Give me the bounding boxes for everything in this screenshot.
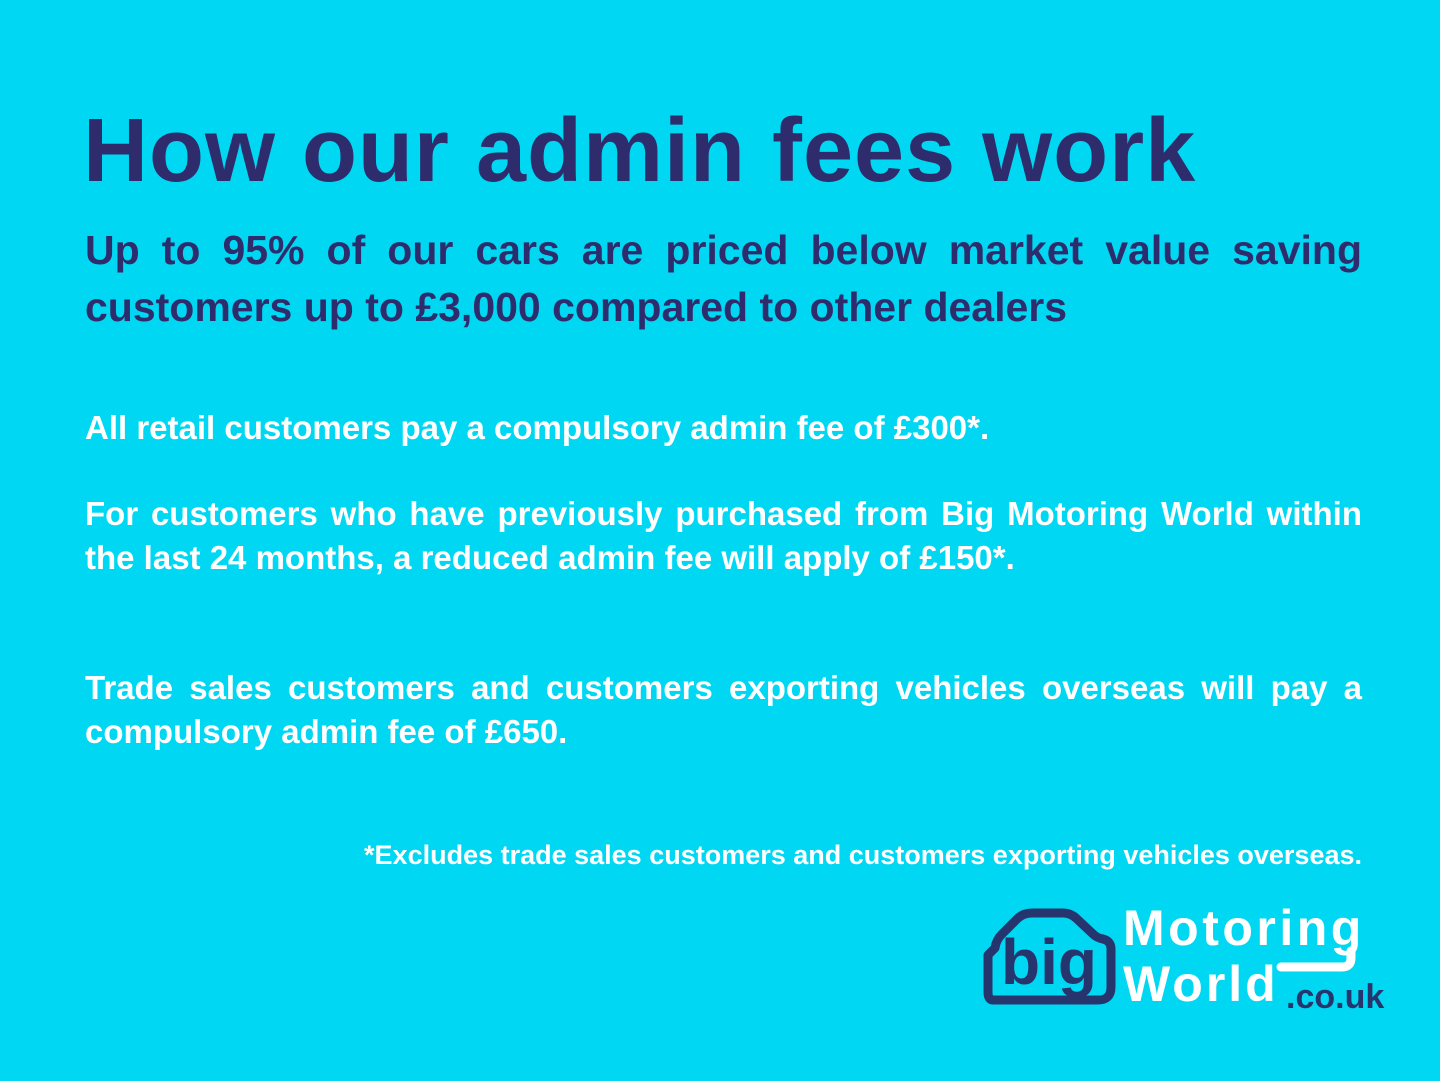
big-motoring-world-logo-svg bbox=[983, 893, 1403, 1018]
page-title: How our admin fees work bbox=[83, 101, 1197, 201]
logo-couk-label: .co.uk bbox=[1286, 978, 1385, 1016]
big-motoring-world-logo bbox=[983, 893, 1403, 1018]
logo-motoring-label: Motoring bbox=[1123, 900, 1365, 956]
logo-big-label: big bbox=[1001, 926, 1097, 998]
subheading-market-value: Up to 95% of our cars are priced below market value saving customers up to £3,000 compared to other dealers bbox=[85, 227, 1362, 330]
logo-world-label: World bbox=[1123, 956, 1279, 1012]
footnote-exclusions: *Excludes trade sales customers and customers exporting vehicles overseas. bbox=[364, 840, 1362, 870]
paragraph-trade-export-fee: Trade sales customers and customers exporting vehicles overseas will pay a compulsory admin fee of £650. bbox=[85, 669, 1362, 750]
paragraph-retail-admin-fee: All retail customers pay a compulsory admin fee of £300*. bbox=[85, 409, 990, 446]
paragraph-returning-customer-fee: For customers who have previously purchased from Big Motoring World within the last 24 months, a reduced admin fee will apply of £150*. bbox=[85, 495, 1362, 576]
